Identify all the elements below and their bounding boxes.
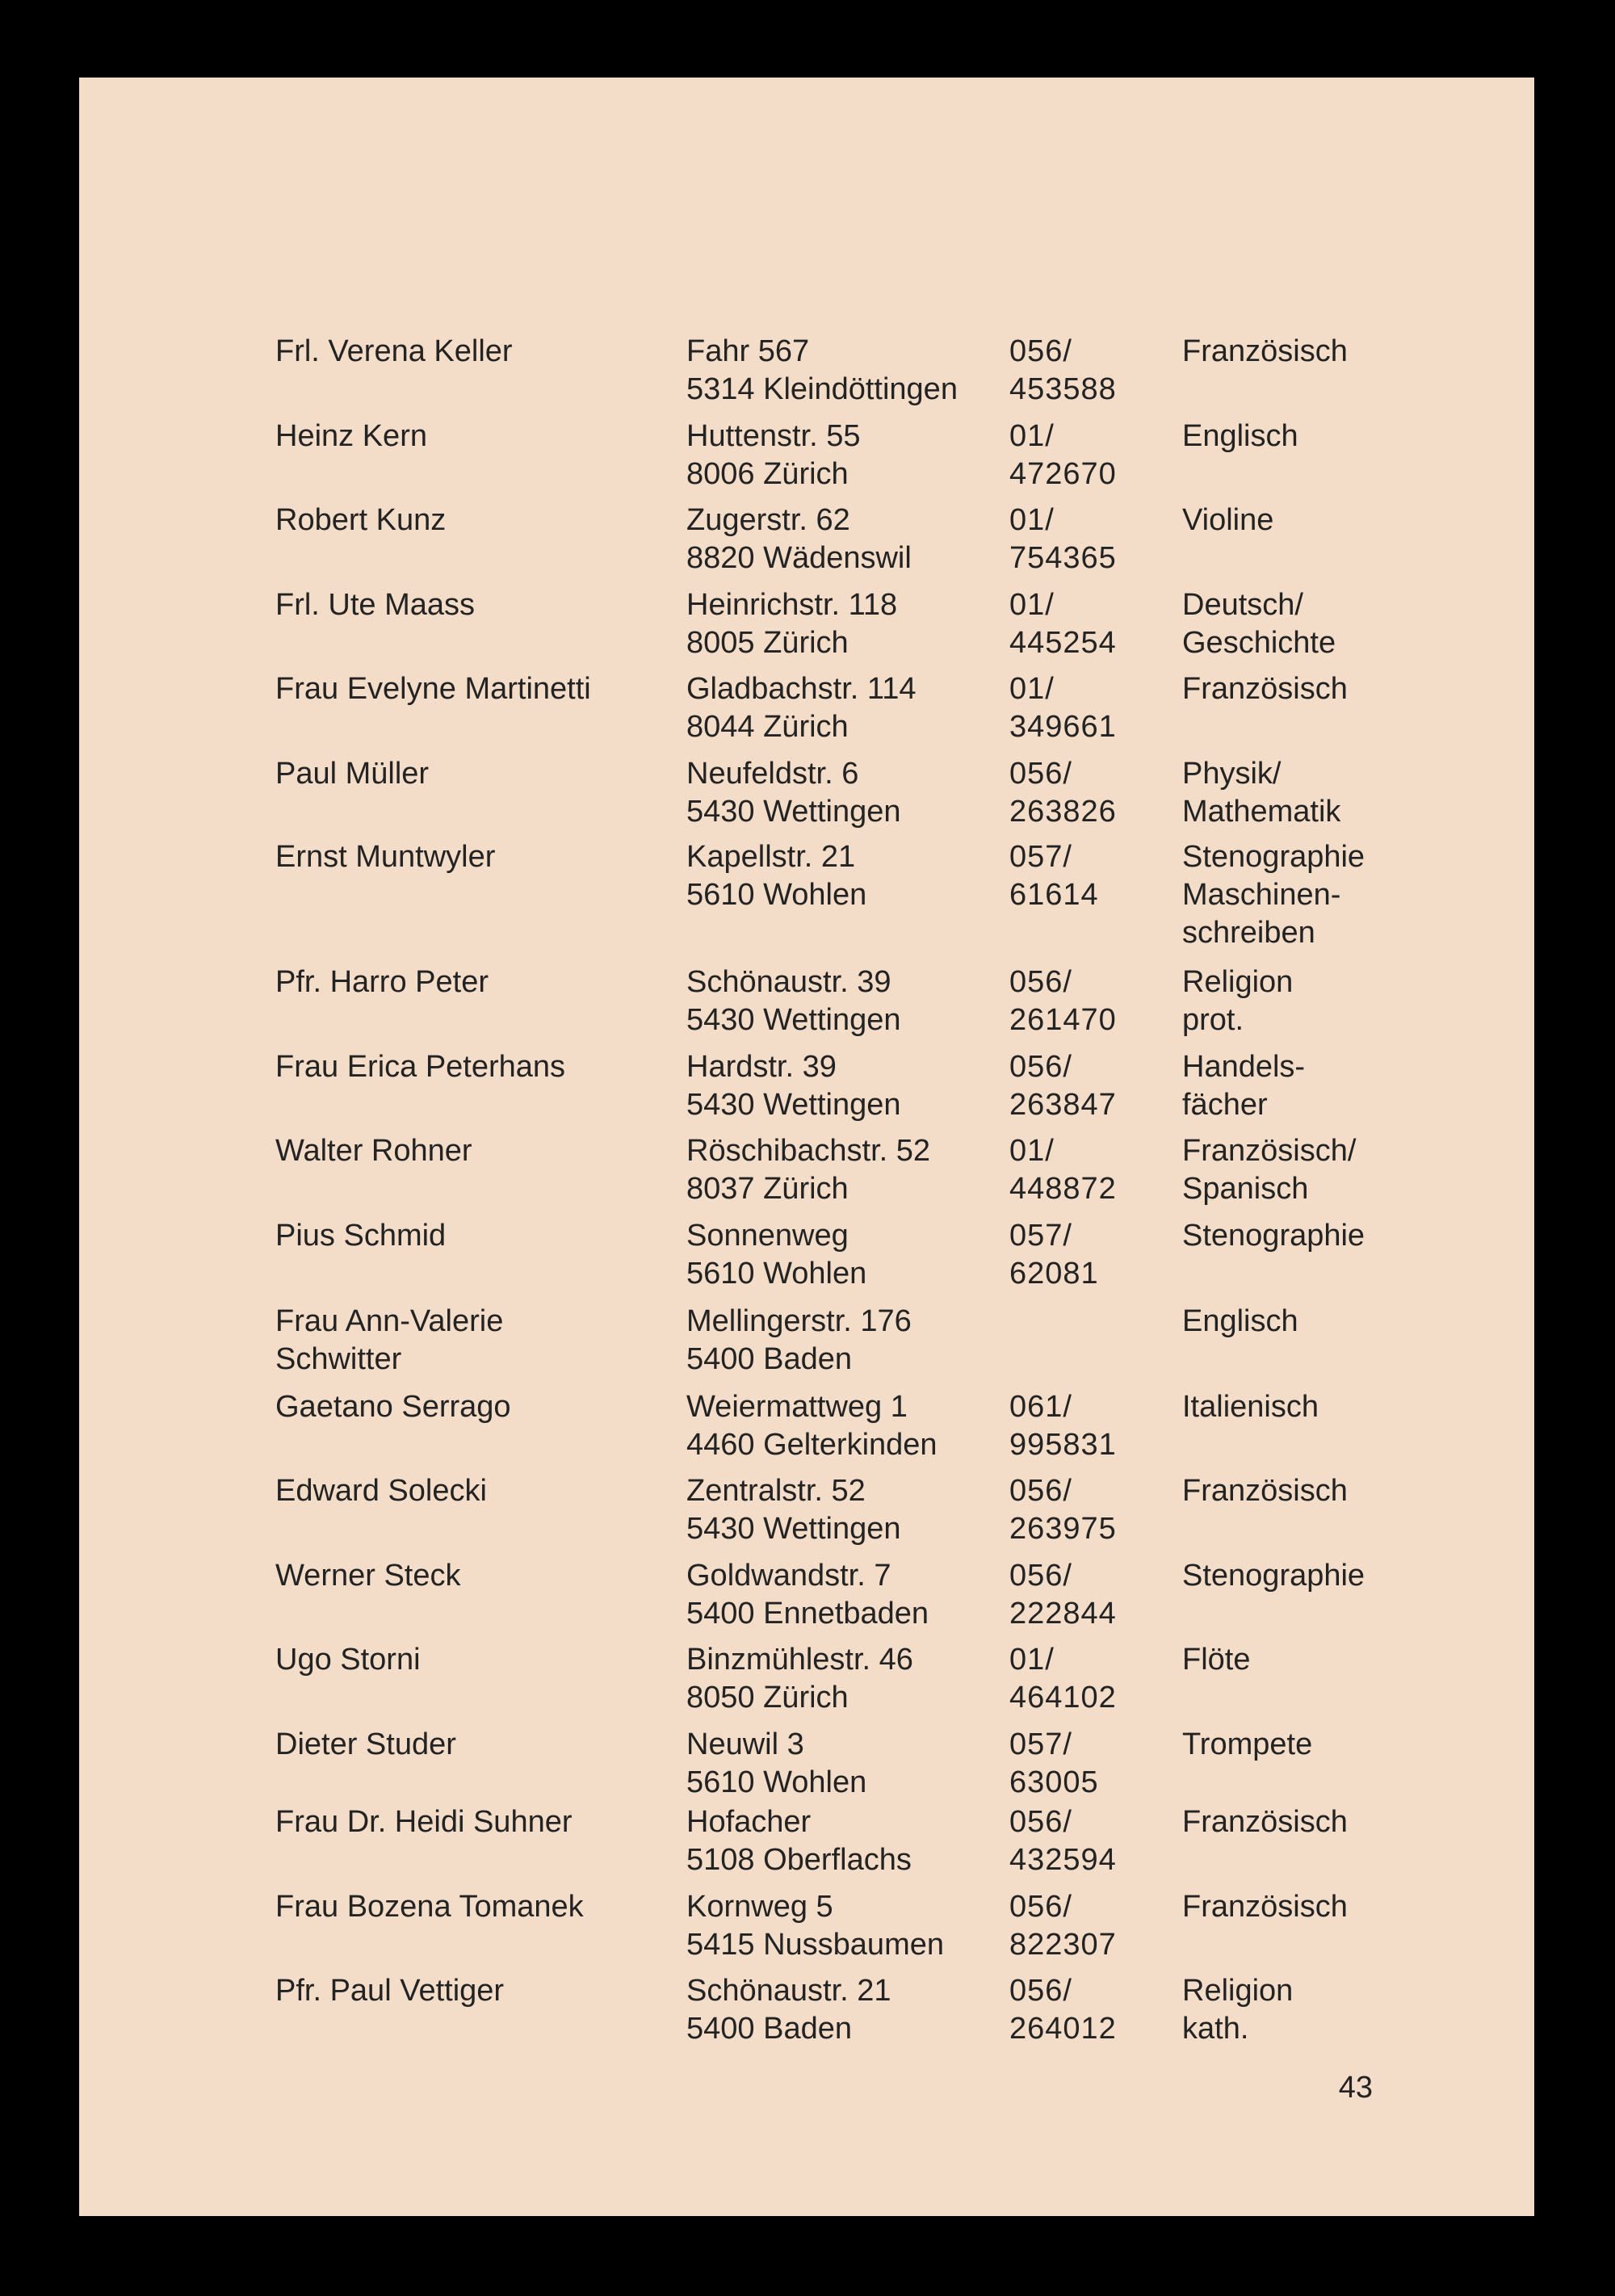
entry-subject-line: Französisch — [1182, 1890, 1348, 1924]
entry-subject-line: Französisch — [1182, 672, 1348, 706]
entry-name — [275, 755, 429, 793]
entry-phone — [1009, 333, 1117, 409]
entry-phone-line: 432594 — [1009, 1843, 1117, 1877]
entry-phone-line: 01/ — [1009, 503, 1055, 537]
entry-phone-line: 061/ — [1009, 1390, 1072, 1424]
entry-name — [275, 1303, 503, 1379]
entry-phone-line: 057/ — [1009, 840, 1072, 874]
entry-name-line: Paul Müller — [275, 757, 430, 791]
entry-subject-line: fächer — [1182, 1088, 1268, 1122]
entry-phone-line: 056/ — [1009, 334, 1072, 368]
entry-name-line: Frau Bozena Tomanek — [275, 1890, 584, 1924]
entry-address-line: Zugerstr. 62 — [686, 503, 850, 537]
entry-phone-line: 056/ — [1009, 1559, 1072, 1593]
entry-subject-line: prot. — [1182, 1003, 1244, 1037]
entry-phone-line: 056/ — [1009, 757, 1072, 791]
entry-phone-line: 453588 — [1009, 372, 1117, 406]
entry-phone-line: 056/ — [1009, 1050, 1072, 1084]
entry-phone-line: 056/ — [1009, 1890, 1072, 1924]
entry-address-line: 8006 Zürich — [686, 457, 849, 491]
entry-address-line: Sonnenweg — [686, 1219, 849, 1253]
entry-address-line: Heinrichstr. 118 — [686, 588, 898, 622]
entry-address-line: Mellingerstr. 176 — [686, 1304, 912, 1338]
entry-name-line: Frl. Ute Maass — [275, 588, 476, 622]
entry-phone-line: 445254 — [1009, 626, 1117, 660]
entry-address-line: 5610 Wohlen — [686, 878, 867, 912]
entry-name — [275, 1217, 446, 1255]
entry-address-line: Schönaustr. 21 — [686, 1974, 891, 2008]
entry-subject-line: Französisch — [1182, 334, 1348, 368]
entry-subject-line: Deutsch/ — [1182, 588, 1303, 622]
entry-phone-line: 057/ — [1009, 1219, 1072, 1253]
entry-name — [275, 1803, 573, 1841]
entry-phone — [1009, 1972, 1117, 2048]
entry-address-line: Schönaustr. 39 — [686, 965, 891, 999]
entry-address-line: Goldwandstr. 7 — [686, 1559, 891, 1593]
entry-address-line: 5314 Kleindöttingen — [686, 372, 958, 406]
entry-subject-line: Physik/ — [1182, 757, 1282, 791]
entry-subject-line: Violine — [1182, 503, 1274, 537]
entry-subject — [1182, 1303, 1298, 1341]
entry-phone — [1009, 963, 1117, 1039]
entry-address-line: 5430 Wettingen — [686, 795, 901, 829]
entry-name-line: Walter Rohner — [275, 1134, 472, 1168]
entry-address — [686, 1388, 938, 1464]
entry-subject — [1182, 586, 1336, 662]
entry-address — [686, 1803, 912, 1879]
entry-name — [275, 1726, 456, 1764]
entry-subject-line: Stenographie — [1182, 840, 1365, 874]
entry-subject-line: Englisch — [1182, 1304, 1298, 1338]
entry-address-line: Kornweg 5 — [686, 1890, 833, 1924]
entry-phone — [1009, 1048, 1117, 1124]
entry-name — [275, 670, 591, 708]
entry-address-line: 5400 Ennetbaden — [686, 1597, 929, 1631]
entry-name — [275, 1472, 487, 1510]
entry-name — [275, 1972, 504, 2010]
entry-subject — [1182, 1132, 1356, 1208]
entry-name-line: Frau Ann-Valerie — [275, 1304, 504, 1338]
entry-phone-line: 056/ — [1009, 1474, 1072, 1508]
entry-phone-line: 464102 — [1009, 1681, 1117, 1715]
entry-phone — [1009, 838, 1099, 914]
entry-subject-line: Englisch — [1182, 419, 1298, 453]
entry-phone — [1009, 1803, 1117, 1879]
entry-address — [686, 1048, 901, 1124]
entry-phone-line: 01/ — [1009, 1643, 1055, 1677]
entry-address-line: 5430 Wettingen — [686, 1088, 901, 1122]
entry-address-line: Binzmühlestr. 46 — [686, 1643, 913, 1677]
entry-subject-line: Geschichte — [1182, 626, 1336, 660]
entry-phone-line: 056/ — [1009, 965, 1072, 999]
entry-phone-line: 472670 — [1009, 457, 1117, 491]
entry-address — [686, 1303, 912, 1379]
entry-address — [686, 1726, 866, 1802]
entry-subject-line: Handels- — [1182, 1050, 1306, 1084]
entry-subject — [1182, 1557, 1365, 1595]
entry-phone-line: 61614 — [1009, 878, 1099, 912]
entry-subject — [1182, 755, 1340, 831]
entry-address-line: 8820 Wädenswil — [686, 541, 912, 575]
entry-phone-line: 263975 — [1009, 1512, 1117, 1546]
entry-phone-line: 01/ — [1009, 588, 1055, 622]
entry-name-line: Gaetano Serrago — [275, 1390, 511, 1424]
entry-name — [275, 838, 495, 876]
entry-name-line: Edward Solecki — [275, 1474, 487, 1508]
entry-phone — [1009, 1132, 1117, 1208]
entry-phone-line: 057/ — [1009, 1727, 1072, 1761]
entry-phone-line: 349661 — [1009, 710, 1117, 744]
entry-name-line: Frau Erica Peterhans — [275, 1050, 566, 1084]
entry-name-line: Frl. Verena Keller — [275, 334, 513, 368]
entry-phone-line: 754365 — [1009, 541, 1117, 575]
entry-phone — [1009, 1472, 1117, 1548]
entry-name-line: Schwitter — [275, 1342, 402, 1376]
entry-address — [686, 1888, 944, 1964]
entry-subject — [1182, 1888, 1348, 1926]
entry-subject — [1182, 1472, 1348, 1510]
entry-subject — [1182, 1972, 1293, 2048]
entry-name — [275, 586, 475, 624]
entry-address — [686, 418, 860, 493]
entry-address-line: Neufeldstr. 6 — [686, 757, 859, 791]
entry-address-line: Röschibachstr. 52 — [686, 1134, 931, 1168]
entry-address-line: Hardstr. 39 — [686, 1050, 837, 1084]
entry-phone-line: 056/ — [1009, 1974, 1072, 2008]
entry-subject — [1182, 1217, 1365, 1255]
entry-name-line: Ernst Muntwyler — [275, 840, 496, 874]
entry-address-line: Gladbachstr. 114 — [686, 672, 917, 706]
entry-subject — [1182, 838, 1365, 952]
entry-address — [686, 1972, 891, 2048]
entry-subject — [1182, 1726, 1312, 1764]
entry-name — [275, 1557, 460, 1595]
entry-name-line: Ugo Storni — [275, 1643, 421, 1677]
entry-subject-line: Flöte — [1182, 1643, 1251, 1677]
entry-subject-line: Italienisch — [1182, 1390, 1319, 1424]
entry-address-line: Fahr 567 — [686, 334, 810, 368]
entry-subject-line: Stenographie — [1182, 1559, 1365, 1593]
entry-subject-line: Stenographie — [1182, 1219, 1365, 1253]
entry-phone — [1009, 1641, 1117, 1717]
entry-phone-line: 264012 — [1009, 2012, 1117, 2046]
entry-name-line: Robert Kunz — [275, 503, 447, 537]
entry-subject-line: Religion — [1182, 965, 1294, 999]
entry-subject-line: Spanisch — [1182, 1172, 1309, 1206]
entry-address — [686, 755, 901, 831]
entry-phone-line: 222844 — [1009, 1597, 1117, 1631]
document-page — [79, 78, 1534, 2216]
page-number: 43 — [1338, 2071, 1373, 2105]
entry-phone — [1009, 670, 1117, 746]
entry-name — [275, 963, 489, 1001]
entry-address-line: Neuwil 3 — [686, 1727, 804, 1761]
entry-address — [686, 1472, 901, 1548]
entry-phone-line: 261470 — [1009, 1003, 1117, 1037]
entry-subject-line: kath. — [1182, 2012, 1249, 2046]
entry-name-line: Heinz Kern — [275, 419, 427, 453]
entry-subject-line: Mathematik — [1182, 795, 1341, 829]
entry-name — [275, 1048, 565, 1086]
entry-address-line: Weiermattweg 1 — [686, 1390, 908, 1424]
entry-address — [686, 1557, 929, 1633]
entry-phone — [1009, 1388, 1117, 1464]
entry-subject — [1182, 963, 1293, 1039]
entry-name — [275, 502, 446, 539]
entry-address — [686, 670, 916, 746]
entry-address-line: 4460 Gelterkinden — [686, 1428, 938, 1462]
entry-phone-line: 056/ — [1009, 1805, 1072, 1839]
entry-phone-line: 448872 — [1009, 1172, 1117, 1206]
entry-phone — [1009, 755, 1117, 831]
entry-address-line: 5400 Baden — [686, 2012, 852, 2046]
entry-subject-line: Maschinen- — [1182, 878, 1341, 912]
entry-address-line: Huttenstr. 55 — [686, 419, 861, 453]
entry-phone — [1009, 1217, 1099, 1293]
entry-name-line: Dieter Studer — [275, 1727, 456, 1761]
entry-phone — [1009, 418, 1117, 493]
entry-phone-line: 63005 — [1009, 1765, 1099, 1799]
entry-name-line: Werner Steck — [275, 1559, 461, 1593]
entry-address-line: 8044 Zürich — [686, 710, 849, 744]
entry-name-line: Frau Evelyne Martinetti — [275, 672, 591, 706]
entry-address-line: 5430 Wettingen — [686, 1512, 901, 1546]
entry-address-line: 5415 Nussbaumen — [686, 1928, 944, 1962]
entry-name — [275, 418, 427, 455]
entry-phone-line: 01/ — [1009, 672, 1055, 706]
entry-address-line: 5610 Wohlen — [686, 1765, 867, 1799]
entry-address-line: 5400 Baden — [686, 1342, 852, 1376]
entry-subject — [1182, 418, 1298, 455]
entry-phone-line: 01/ — [1009, 1134, 1055, 1168]
entry-phone-line: 62081 — [1009, 1257, 1099, 1291]
entry-address-line: Zentralstr. 52 — [686, 1474, 866, 1508]
entry-address-line: Hofacher — [686, 1805, 812, 1839]
teacher-directory-list — [79, 78, 1534, 2216]
entry-name — [275, 1888, 584, 1926]
entry-phone-line: 995831 — [1009, 1428, 1117, 1462]
entry-name — [275, 1388, 511, 1426]
entry-name — [275, 1132, 472, 1170]
entry-address — [686, 502, 912, 577]
entry-name — [275, 333, 513, 371]
entry-address — [686, 963, 901, 1039]
entry-subject-line: Französisch — [1182, 1805, 1348, 1839]
entry-address — [686, 1641, 913, 1717]
entry-address-line: 5610 Wohlen — [686, 1257, 867, 1291]
entry-phone-line: 822307 — [1009, 1928, 1117, 1962]
entry-name-line: Pfr. Harro Peter — [275, 965, 489, 999]
entry-phone — [1009, 1557, 1117, 1633]
entry-address — [686, 1132, 930, 1208]
entry-phone-line: 263847 — [1009, 1088, 1117, 1122]
entry-subject — [1182, 502, 1273, 539]
entry-name-line: Frau Dr. Heidi Suhner — [275, 1805, 573, 1839]
entry-subject — [1182, 1048, 1305, 1124]
entry-address-line: Kapellstr. 21 — [686, 840, 856, 874]
entry-subject — [1182, 1803, 1348, 1841]
entry-address-line: 8005 Zürich — [686, 626, 849, 660]
entry-name-line: Pius Schmid — [275, 1219, 447, 1253]
entry-subject-line: Französisch — [1182, 1474, 1348, 1508]
entry-phone — [1009, 1726, 1099, 1802]
entry-subject-line: schreiben — [1182, 916, 1315, 950]
entry-address-line: 5108 Oberflachs — [686, 1843, 912, 1877]
entry-subject-line: Religion — [1182, 1974, 1294, 2008]
entry-phone — [1009, 502, 1117, 577]
entry-subject — [1182, 1388, 1319, 1426]
entry-phone — [1009, 586, 1117, 662]
entry-subject — [1182, 670, 1348, 708]
entry-address — [686, 586, 897, 662]
entry-address-line: 8037 Zürich — [686, 1172, 849, 1206]
entry-phone-line: 263826 — [1009, 795, 1117, 829]
entry-phone — [1009, 1888, 1117, 1964]
entry-subject-line: Trompete — [1182, 1727, 1313, 1761]
entry-address — [686, 333, 958, 409]
entry-address-line: 5430 Wettingen — [686, 1003, 901, 1037]
entry-name — [275, 1641, 421, 1679]
entry-address — [686, 838, 866, 914]
entry-subject — [1182, 1641, 1250, 1679]
entry-phone-line: 01/ — [1009, 419, 1055, 453]
entry-address — [686, 1217, 866, 1293]
entry-address-line: 8050 Zürich — [686, 1681, 849, 1715]
entry-name-line: Pfr. Paul Vettiger — [275, 1974, 505, 2008]
entry-subject — [1182, 333, 1348, 371]
entry-subject-line: Französisch/ — [1182, 1134, 1357, 1168]
